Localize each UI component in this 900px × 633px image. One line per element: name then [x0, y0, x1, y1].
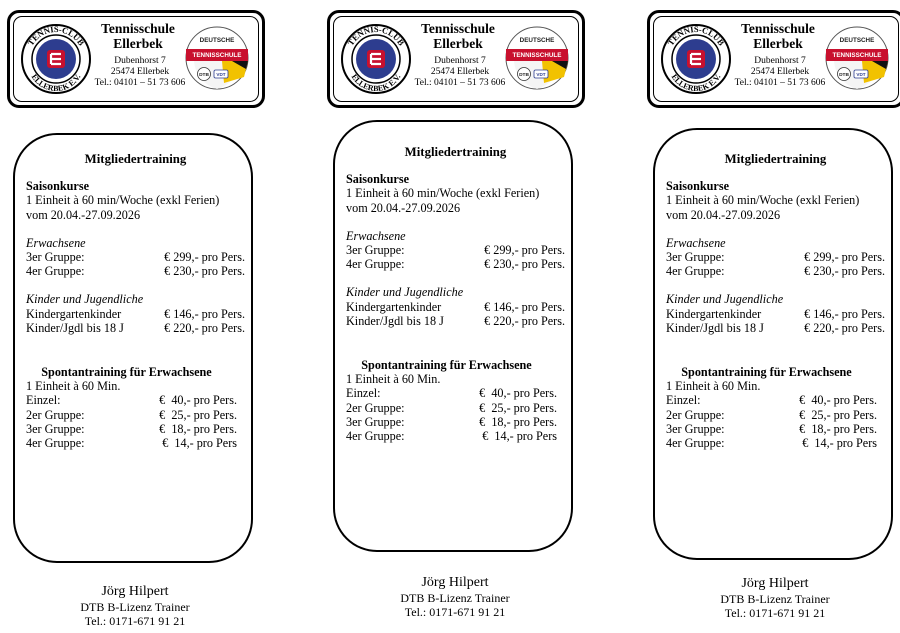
trainer-footer	[5, 584, 265, 628]
price-row	[346, 415, 565, 429]
price-label: 2er Gruppe:	[26, 407, 85, 422]
spontan-heading: Spontantraining für Erwachsene	[681, 365, 852, 380]
vdt-icon: VDT	[536, 72, 546, 77]
price-value: € 40,- pro Pers.	[159, 393, 237, 408]
address-city: 25474 Ellerbek	[750, 67, 810, 77]
price-label: 4er Gruppe:	[666, 436, 725, 451]
kids-heading: Kinder und Jugendliche	[26, 292, 144, 307]
address-phone: Tel.: 04101 – 51 73 606	[94, 78, 186, 88]
flyer-column	[645, 0, 900, 633]
dts-line2: TENNISSCHULE	[192, 52, 242, 59]
price-row	[666, 321, 885, 335]
price-row	[666, 250, 885, 264]
tennis-club-ellerbek-logo	[20, 23, 92, 95]
club-badge-top-text: TENNIS-CLUB	[665, 23, 727, 48]
price-value: € 220,- pro Pers.	[484, 313, 565, 328]
address-city: 25474 Ellerbek	[110, 67, 170, 77]
adults-heading: Erwachsene	[666, 235, 726, 250]
price-label: 2er Gruppe:	[666, 407, 725, 422]
pricing-card	[333, 120, 573, 552]
price-row	[346, 243, 565, 257]
svg-text:TENNIS-CLUB	[665, 24, 726, 48]
club-badge-bottom-text: ELLERBEK E.V.	[349, 72, 403, 94]
price-row	[26, 422, 245, 436]
price-value: € 18,- pro Pers.	[799, 421, 877, 436]
price-value: € 14,- pro Pers	[162, 436, 237, 451]
price-label: 4er Gruppe:	[26, 264, 85, 279]
price-value: € 299,- pro Pers.	[484, 243, 565, 258]
price-value: € 220,- pro Pers.	[164, 320, 245, 335]
price-row	[26, 250, 245, 264]
season-line2: vom 20.04.-27.09.2026	[666, 207, 781, 222]
address-street: Dubenhorst 7	[114, 56, 166, 66]
season-line1: 1 Einheit à 60 min/Woche (exkl Ferien)	[666, 193, 860, 208]
school-name	[728, 21, 828, 51]
price-value: € 40,- pro Pers.	[799, 393, 877, 408]
spontan-sub: 1 Einheit à 60 Min.	[26, 379, 121, 394]
price-value: € 18,- pro Pers.	[159, 421, 237, 436]
price-value: € 40,- pro Pers.	[479, 386, 557, 401]
season-heading: Saisonkurse	[26, 179, 89, 194]
price-row	[666, 393, 885, 407]
svg-text:TENNIS-CLUB	[25, 24, 86, 48]
dtb-icon: DTB	[199, 73, 209, 78]
club-badge-bottom-text: ELLERBEK E.V.	[29, 72, 83, 94]
school-name-line1: Tennisschule	[101, 21, 175, 36]
price-row	[346, 300, 565, 314]
price-row	[26, 408, 245, 422]
trainer-name: Jörg Hilpert	[101, 584, 169, 599]
tennis-club-ellerbek-logo	[660, 23, 732, 95]
adults-heading: Erwachsene	[346, 228, 406, 243]
price-label: Kindergartenkinder	[26, 306, 122, 321]
price-label: 3er Gruppe:	[666, 421, 725, 436]
season-line1: 1 Einheit à 60 min/Woche (exkl Ferien)	[26, 193, 220, 208]
trainer-phone: Tel.: 0171-671 91 21	[404, 605, 506, 619]
school-name-line2: Ellerbek	[433, 36, 483, 51]
deutsche-tennisschule-badge	[504, 25, 570, 91]
svg-text:ELLERBEK E.V.	[670, 72, 723, 93]
price-label: 3er Gruppe:	[346, 243, 405, 258]
spontan-sub: 1 Einheit à 60 Min.	[346, 372, 441, 387]
price-row	[666, 436, 885, 450]
season-line2: vom 20.04.-27.09.2026	[26, 207, 141, 222]
trainer-name: Jörg Hilpert	[741, 576, 809, 591]
school-header	[327, 10, 585, 108]
dtb-icon: DTB	[519, 73, 529, 78]
price-label: 4er Gruppe:	[346, 257, 405, 272]
price-label: 4er Gruppe:	[666, 264, 725, 279]
price-row	[346, 401, 565, 415]
school-name-line1: Tennisschule	[741, 21, 815, 36]
school-name-line1: Tennisschule	[421, 21, 495, 36]
price-row	[346, 314, 565, 328]
dts-line1: DEUTSCHE	[199, 37, 235, 44]
season-line1: 1 Einheit à 60 min/Woche (exkl Ferien)	[346, 186, 540, 201]
address-street: Dubenhorst 7	[434, 56, 486, 66]
kids-heading: Kinder und Jugendliche	[346, 285, 464, 300]
card-title: Mitgliedertraining	[724, 152, 827, 166]
price-label: 2er Gruppe:	[346, 400, 405, 415]
tennis-club-ellerbek-logo	[340, 23, 412, 95]
price-value: € 230,- pro Pers.	[164, 264, 245, 279]
svg-text:ELLERBEK E.V.	[350, 72, 403, 93]
price-value: € 230,- pro Pers.	[484, 257, 565, 272]
price-row	[26, 307, 245, 321]
school-name	[88, 21, 188, 51]
svg-text:ELLERBEK E.V.	[30, 72, 83, 93]
dtb-icon: DTB	[839, 73, 849, 78]
price-row	[26, 321, 245, 335]
trainer-phone: Tel.: 0171-671 91 21	[724, 606, 826, 620]
address-city: 25474 Ellerbek	[430, 67, 490, 77]
price-row	[346, 386, 565, 400]
deutsche-tennisschule-badge	[824, 25, 890, 91]
price-label: Kinder/Jgdl bis 18 J	[346, 313, 444, 328]
price-value: € 299,- pro Pers.	[164, 250, 245, 265]
vdt-icon: VDT	[856, 72, 866, 77]
school-address	[404, 56, 516, 89]
kids-heading: Kinder und Jugendliche	[666, 292, 784, 307]
flyer-column	[5, 0, 265, 633]
price-value: € 14,- pro Pers	[802, 436, 877, 451]
adults-heading: Erwachsene	[26, 235, 86, 250]
price-row	[666, 264, 885, 278]
price-value: € 25,- pro Pers.	[799, 407, 877, 422]
dts-line1: DEUTSCHE	[839, 37, 875, 44]
card-title: Mitgliedertraining	[404, 145, 507, 159]
address-phone: Tel.: 04101 – 51 73 606	[734, 78, 826, 88]
price-label: Einzel:	[26, 393, 61, 408]
price-value: € 299,- pro Pers.	[804, 250, 885, 265]
trainer-license: DTB B-Lizenz Trainer	[400, 591, 510, 605]
trainer-phone: Tel.: 0171-671 91 21	[84, 614, 186, 628]
season-heading: Saisonkurse	[666, 179, 729, 194]
school-name-line2: Ellerbek	[113, 36, 163, 51]
price-row	[26, 264, 245, 278]
price-value: € 230,- pro Pers.	[804, 264, 885, 279]
price-label: Kinder/Jgdl bis 18 J	[26, 320, 124, 335]
club-badge-bottom-text: ELLERBEK E.V.	[669, 72, 723, 94]
svg-text:TENNIS-CLUB	[345, 24, 406, 48]
club-badge-top-text: TENNIS-CLUB	[25, 23, 87, 48]
price-value: € 146,- pro Pers.	[164, 306, 245, 321]
price-row	[666, 408, 885, 422]
spontan-sub: 1 Einheit à 60 Min.	[666, 379, 761, 394]
price-value: € 25,- pro Pers.	[159, 407, 237, 422]
price-value: € 25,- pro Pers.	[479, 400, 557, 415]
trainer-license: DTB B-Lizenz Trainer	[720, 592, 830, 606]
price-label: Kindergartenkinder	[666, 306, 762, 321]
price-label: Kinder/Jgdl bis 18 J	[666, 320, 764, 335]
trainer-name: Jörg Hilpert	[421, 575, 489, 590]
trainer-footer	[325, 575, 585, 619]
price-value: € 146,- pro Pers.	[804, 306, 885, 321]
price-row	[346, 257, 565, 271]
season-line2: vom 20.04.-27.09.2026	[346, 200, 461, 215]
card-title: Mitgliedertraining	[84, 152, 187, 166]
price-label: 3er Gruppe:	[666, 250, 725, 265]
dts-line1: DEUTSCHE	[519, 37, 555, 44]
price-label: Einzel:	[666, 393, 701, 408]
vdt-icon: VDT	[216, 72, 226, 77]
price-label: 4er Gruppe:	[346, 429, 405, 444]
price-label: 3er Gruppe:	[26, 250, 85, 265]
address-street: Dubenhorst 7	[754, 56, 806, 66]
dts-line2: TENNISSCHULE	[832, 52, 882, 59]
pricing-card	[653, 128, 893, 560]
price-row	[346, 429, 565, 443]
price-row	[666, 422, 885, 436]
flyer-column	[325, 0, 585, 633]
price-label: 4er Gruppe:	[26, 436, 85, 451]
price-label: 3er Gruppe:	[346, 414, 405, 429]
trainer-license: DTB B-Lizenz Trainer	[80, 600, 190, 614]
school-name-line2: Ellerbek	[753, 36, 803, 51]
address-phone: Tel.: 04101 – 51 73 606	[414, 78, 506, 88]
club-badge-top-text: TENNIS-CLUB	[345, 23, 407, 48]
deutsche-tennisschule-badge	[184, 25, 250, 91]
school-header	[7, 10, 265, 108]
price-value: € 146,- pro Pers.	[484, 299, 565, 314]
price-value: € 14,- pro Pers	[482, 429, 557, 444]
school-address	[84, 56, 196, 89]
price-row	[26, 436, 245, 450]
price-value: € 18,- pro Pers.	[479, 414, 557, 429]
price-label: 3er Gruppe:	[26, 421, 85, 436]
pricing-card	[13, 133, 253, 563]
trainer-footer	[645, 576, 900, 620]
price-row	[666, 307, 885, 321]
dts-line2: TENNISSCHULE	[512, 52, 562, 59]
school-address	[724, 56, 836, 89]
season-heading: Saisonkurse	[346, 172, 409, 187]
price-row	[26, 393, 245, 407]
price-value: € 220,- pro Pers.	[804, 320, 885, 335]
spontan-heading: Spontantraining für Erwachsene	[361, 358, 532, 373]
price-label: Einzel:	[346, 386, 381, 401]
spontan-heading: Spontantraining für Erwachsene	[41, 365, 212, 380]
school-header	[647, 10, 900, 108]
school-name	[408, 21, 508, 51]
price-label: Kindergartenkinder	[346, 299, 442, 314]
